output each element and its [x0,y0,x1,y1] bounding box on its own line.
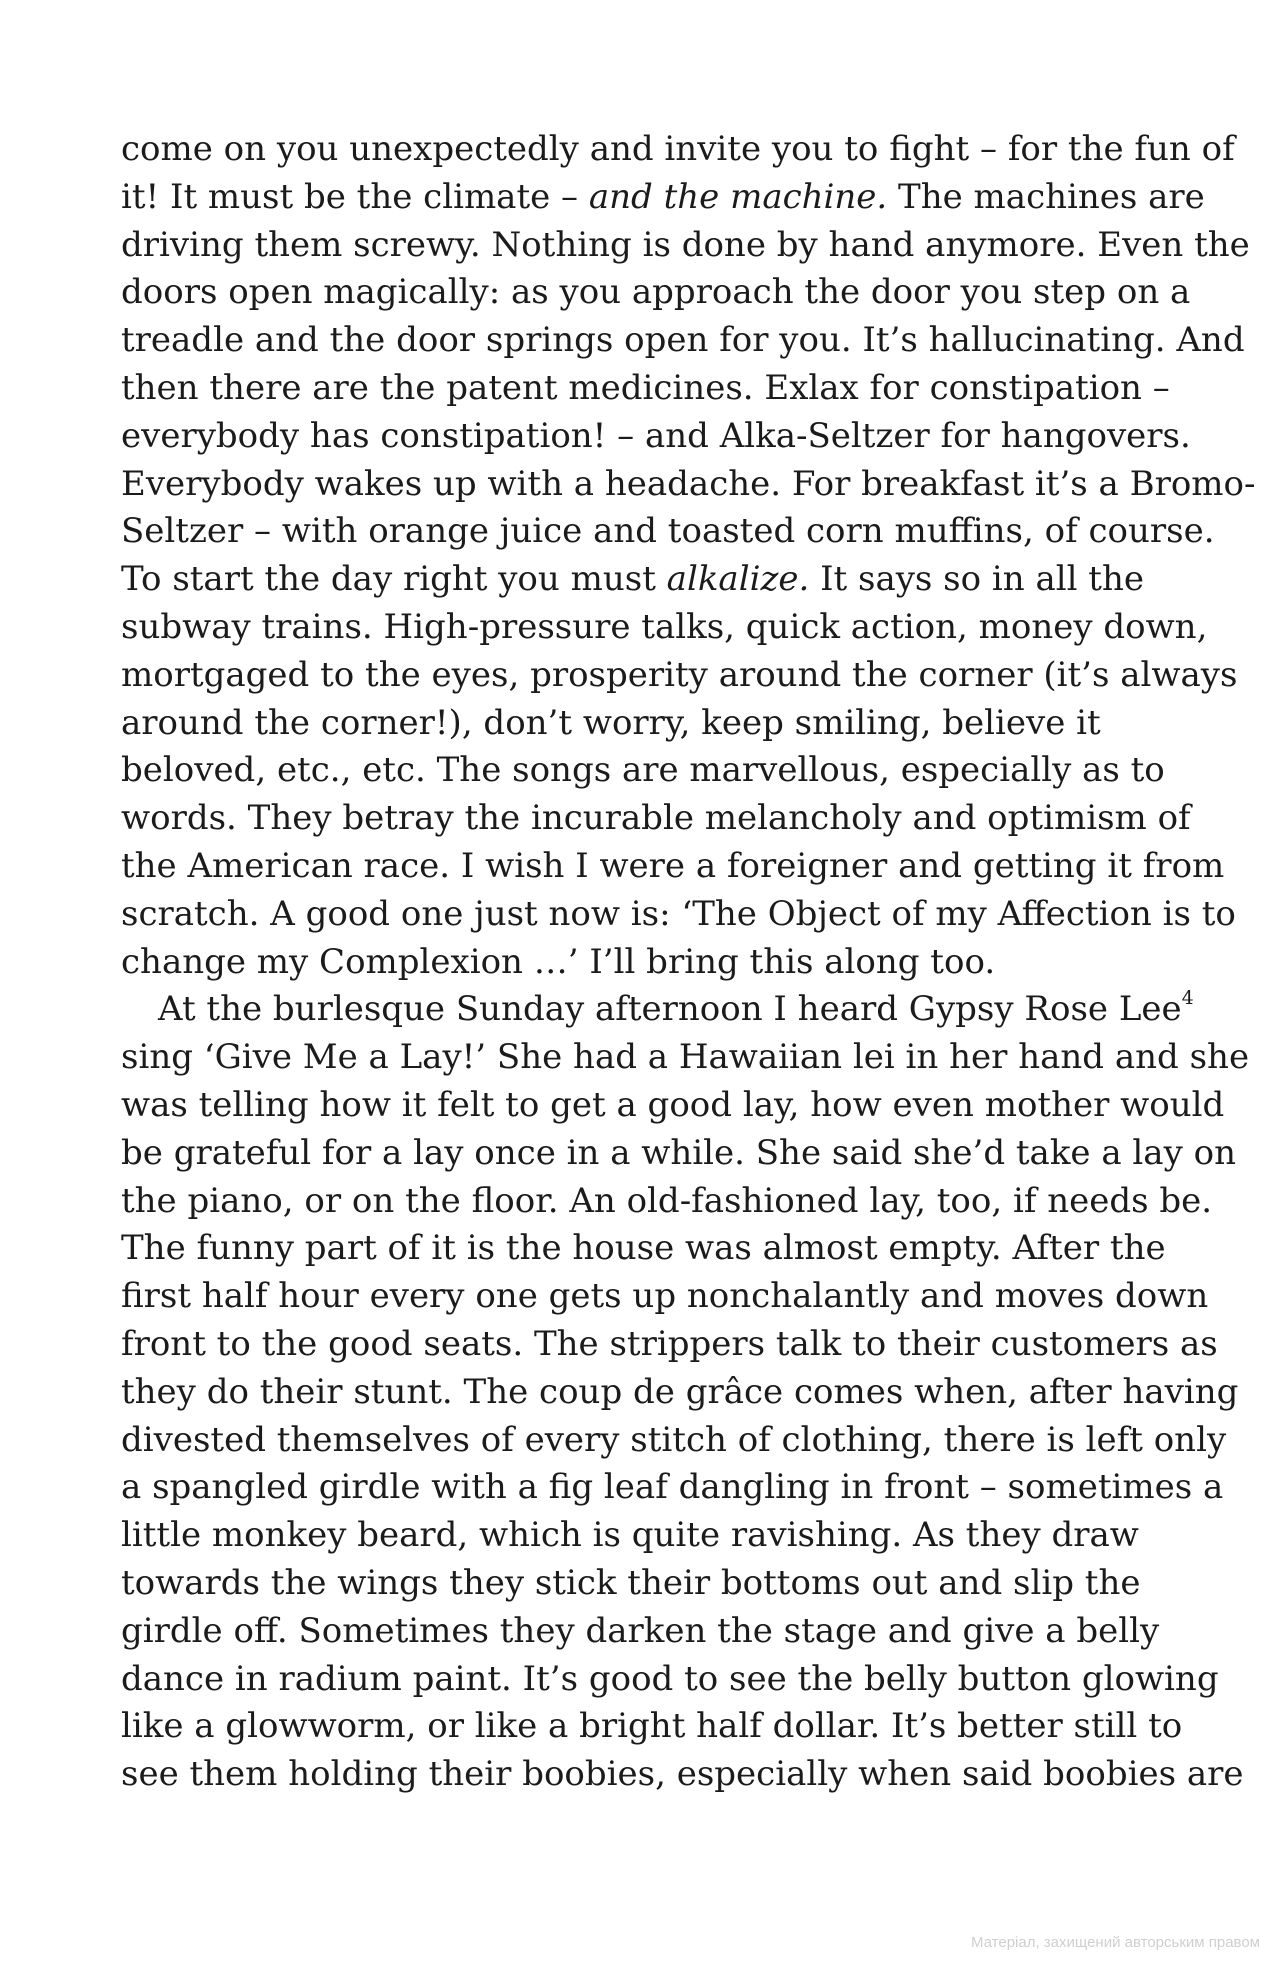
text-line: see them holding their boobies, especially when said boobies are [121,1754,1244,1795]
text-line: driving them screwy. Nothing is done by hand anymore. Even the [121,224,1250,265]
text-line: little monkey beard, which is quite ravishing. As they draw [121,1515,1139,1556]
footnote-reference[interactable]: 4 [1181,987,1194,1010]
text-line: like a glowworm, or like a bright half dollar. It’s better still to [121,1706,1183,1747]
text-line: everybody has constipation! – and Alka-Seltzer for hangovers. [121,415,1191,456]
text-line: a spangled girdle with a fig leaf dangling in front – sometimes a [121,1467,1224,1508]
paragraph-1 [121,126,1256,986]
text-line: divested themselves of every stitch of clothing, there is left only [121,1419,1227,1460]
text-line: dance in radium paint. It’s good to see the belly button glowing [121,1658,1219,1699]
text-line: girdle off. Sometimes they darken the stage and give a belly [121,1610,1160,1651]
paragraph-2 [121,986,1250,1799]
text-line [121,556,1171,604]
text-line: be grateful for a lay once in a while. She said she’d take a lay on [121,1132,1236,1173]
text-line: treadle and the door springs open for you. It’s hallucinating. And [121,320,1245,361]
text-line [121,174,1205,222]
text-line: the American race. I wish I were a foreigner and getting it from [121,845,1225,886]
text-line: towards the wings they stick their bottoms out and slip the [121,1562,1141,1603]
text-line: subway trains. High-pressure talks, quick action, money down, [121,606,1208,647]
text-span: The machines are [887,176,1205,217]
text-line: they do their stunt. The coup de grâce comes when, after having [121,1371,1239,1412]
text-span: At the burlesque Sunday afternoon I heard Gypsy Rose Lee [158,989,1182,1030]
text-line [121,986,1194,1034]
text-line: was telling how it felt to get a good lay, how even mother would [121,1084,1225,1125]
text-line: mortgaged to the eyes, prosperity around the corner (it’s always [121,654,1238,695]
text-line: come on you unexpectedly and invite you to fight – for the fun of [121,129,1235,169]
text-line: then there are the patent medicines. Exlax for constipation – [121,367,1170,408]
text-line: beloved, etc., etc. The songs are marvellous, especially as to [121,750,1165,791]
page-body-text [121,126,1256,1799]
text-line: first half hour every one gets up nonchalantly and moves down [121,1276,1209,1317]
text-line: Seltzer – with orange juice and toasted corn muffins, of course. [121,511,1215,552]
text-span: it! It must be the climate – [121,176,589,217]
text-line: around the corner!), don’t worry, keep smiling, believe it [121,702,1101,743]
text-line: the piano, or on the floor. An old-fashioned lay, too, if needs be. [121,1180,1213,1221]
text-line: The funny part of it is the house was almost empty. After the [121,1228,1166,1269]
copyright-watermark: Матеріал, захищений авторським правом [970,1934,1260,1951]
text-line: doors open magically: as you approach the door you step on a [121,272,1191,313]
text-line: scratch. A good one just now is: ‘The Object of my Affection is to [121,893,1236,934]
italic-text: and the machine. [588,176,888,217]
text-span: To start the day right you must [121,559,667,600]
text-line: front to the good seats. The strippers talk to their customers as [121,1323,1218,1364]
text-span: It says so in all the [809,559,1144,600]
text-line: change my Complexion …’ I’ll bring this along too. [121,941,996,982]
text-line: sing ‘Give Me a Lay!’ She had a Hawaiian lei in her hand and she [121,1037,1250,1078]
italic-text: alkalize. [666,559,810,600]
text-line: Everybody wakes up with a headache. For breakfast it’s a Bromo- [121,463,1256,504]
text-line: words. They betray the incurable melancholy and optimism of [121,798,1191,839]
